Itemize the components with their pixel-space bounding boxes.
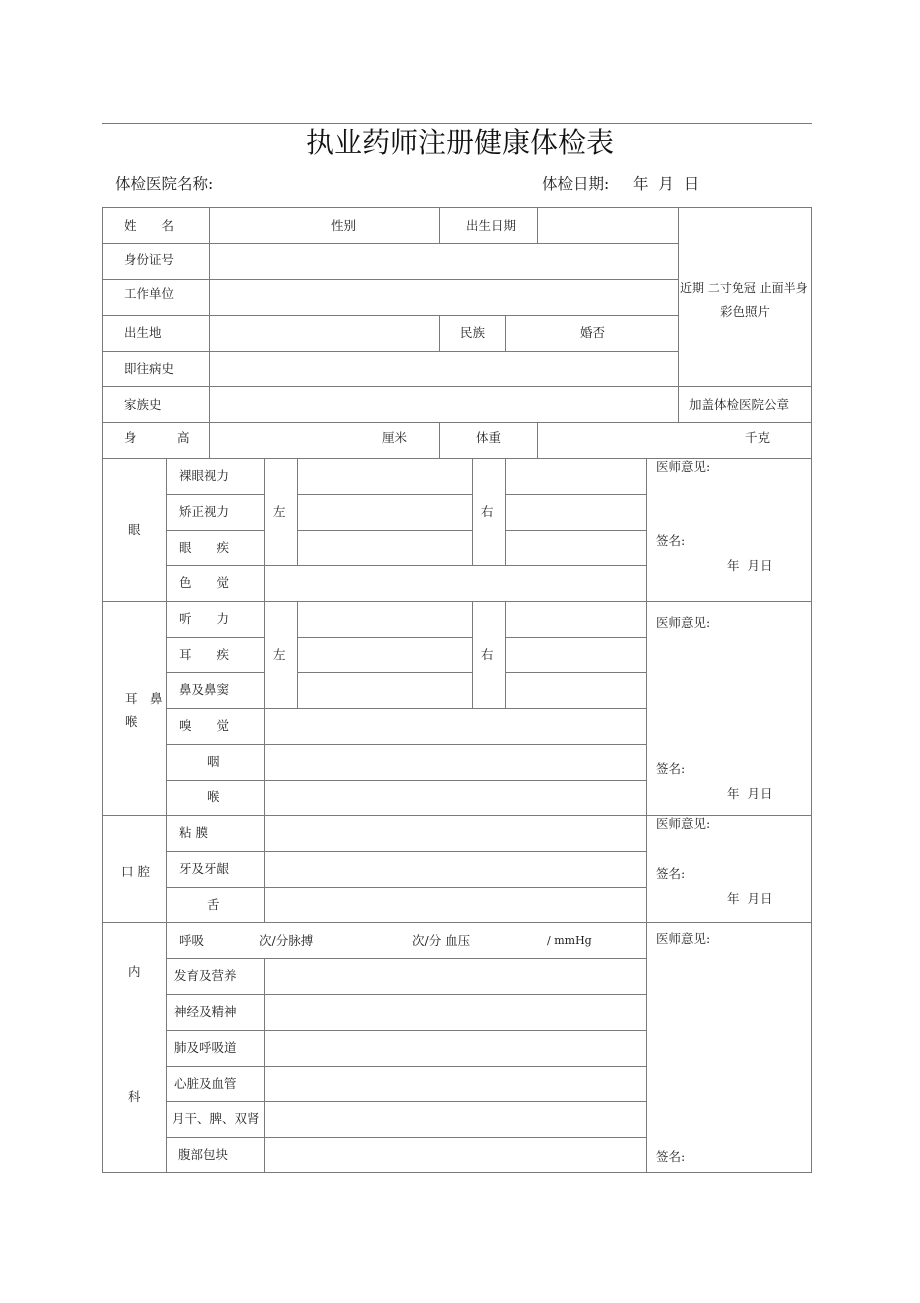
eye-item: 色 觉	[179, 575, 230, 590]
left-label: 左	[273, 504, 286, 519]
left-label: 左	[273, 647, 286, 662]
grid-line-h	[102, 351, 679, 352]
eye-item: 裸眼视力	[179, 468, 230, 483]
grid-line-h	[166, 1137, 647, 1138]
grid-line-h	[166, 744, 647, 745]
grid-line-h	[297, 637, 473, 638]
bp-label: 次/分 血压	[412, 933, 471, 948]
photo-instructions-2: 彩色照片	[720, 304, 771, 319]
grid-line-v	[505, 315, 506, 352]
grid-line-h	[166, 530, 265, 531]
height-label-a: 身	[124, 430, 137, 445]
gender-label: 性别	[331, 218, 357, 233]
grid-line-v	[264, 458, 265, 709]
grid-line-h	[166, 708, 647, 709]
birthplace-label: 出生地	[124, 325, 162, 340]
date-label: 年 月日	[727, 786, 773, 801]
internal-item: 神经及精神	[174, 1004, 237, 1019]
grid-line-h	[166, 1101, 647, 1102]
grid-line-v	[297, 601, 298, 709]
mouth-category: 口 腔	[121, 864, 150, 879]
birth-date-label: 出生日期	[466, 218, 517, 233]
stamp-label: 加盖体检医院公章	[689, 397, 790, 412]
grid-line-h	[102, 1172, 812, 1173]
eye-category: 眼	[128, 522, 141, 537]
grid-line-v	[678, 207, 679, 423]
height-label-b: 高	[177, 430, 190, 445]
family-history-label: 家族史	[124, 397, 162, 412]
pulse-label: 次/分脉搏	[259, 933, 314, 948]
ent-item: 听 力	[179, 611, 230, 626]
workplace-label: 工作单位	[124, 286, 175, 301]
grid-line-v	[537, 207, 538, 244]
grid-line-v	[472, 601, 473, 709]
grid-line-v	[209, 207, 210, 459]
signature-label: 签名:	[656, 761, 686, 776]
name-label: 姓 名	[124, 218, 175, 233]
grid-line-v	[264, 815, 265, 923]
date-label: 年 月日	[727, 558, 773, 573]
grid-line-h	[505, 494, 647, 495]
internal-category-2: 科	[128, 1089, 141, 1104]
grid-line-h	[102, 922, 812, 923]
grid-line-v	[537, 422, 538, 459]
weight-unit: 千克	[745, 430, 771, 445]
ent-item: 咽	[207, 754, 220, 769]
grid-line-h	[102, 279, 679, 280]
grid-line-h	[166, 1030, 647, 1031]
photo-instructions: 近期 二寸免冠 止面半身	[680, 281, 808, 295]
grid-line-v	[505, 458, 506, 566]
grid-line-v	[264, 958, 265, 1173]
ent-item: 耳 疾	[179, 647, 230, 662]
marital-label: 婚否	[580, 325, 606, 340]
grid-line-v	[297, 458, 298, 566]
ent-category-2: 喉	[125, 714, 138, 729]
opinion-label: 医师意见:	[656, 459, 711, 474]
opinion-label: 医师意见:	[656, 931, 711, 946]
grid-line-v	[264, 708, 265, 816]
signature-label: 签名:	[656, 866, 686, 881]
page-title: 执业药师注册健康体检表	[305, 126, 614, 159]
grid-line-h	[166, 994, 647, 995]
eye-item: 矫正视力	[179, 504, 230, 519]
ent-item: 鼻及鼻窦	[179, 682, 230, 697]
grid-line-h	[505, 637, 647, 638]
grid-line-h	[166, 1066, 647, 1067]
grid-line-v	[472, 458, 473, 566]
internal-item: 腹部包块	[178, 1147, 229, 1162]
ent-item: 嗅 觉	[179, 718, 230, 733]
grid-line-v	[102, 207, 103, 1173]
grid-line-v	[439, 315, 440, 352]
grid-line-v	[166, 458, 167, 1173]
internal-item: 心脏及血管	[174, 1076, 237, 1091]
hospital-label: 体检医院名称:	[115, 175, 214, 193]
mouth-item: 舌	[207, 897, 220, 912]
grid-line-h	[102, 243, 679, 244]
grid-line-v	[505, 601, 506, 709]
opinion-label: 医师意见:	[656, 615, 711, 630]
grid-line-h	[166, 565, 647, 566]
grid-line-h	[297, 494, 473, 495]
grid-line-v	[811, 207, 812, 1173]
exam-date-label: 体检日期:	[542, 175, 610, 193]
grid-line-h	[505, 672, 647, 673]
internal-item: 月干、脾、双肾	[172, 1111, 260, 1126]
ent-category: 耳 鼻	[125, 691, 163, 706]
date-label: 年 月日	[727, 891, 773, 906]
respiration-label: 呼吸	[179, 933, 205, 948]
signature-label: 签名:	[656, 1149, 686, 1164]
grid-line-v	[439, 207, 440, 244]
grid-line-h	[166, 780, 647, 781]
bp-unit: / mmHg	[547, 934, 592, 947]
exam-date-value: 年 月 日	[633, 175, 700, 193]
grid-line-h	[297, 530, 473, 531]
internal-item: 肺及呼吸道	[174, 1040, 237, 1055]
grid-line-h	[166, 851, 647, 852]
right-label: 右	[481, 504, 494, 519]
grid-line-h	[297, 672, 473, 673]
internal-item: 发育及营养	[174, 968, 237, 983]
internal-category: 内	[128, 964, 141, 979]
grid-line-h	[166, 494, 265, 495]
opinion-label: 医师意见:	[656, 816, 711, 831]
ent-item: 喉	[207, 789, 220, 804]
mouth-item: 粘 膜	[179, 825, 208, 840]
grid-line-h	[102, 601, 812, 602]
height-unit: 厘米	[382, 430, 408, 445]
id-number-label: 身份证号	[124, 252, 175, 267]
right-label: 右	[481, 647, 494, 662]
grid-line-h	[166, 637, 265, 638]
ethnicity-label: 民族	[460, 325, 486, 340]
medical-history-label: 即往病史	[124, 361, 175, 376]
signature-label: 签名:	[656, 533, 686, 548]
grid-line-h	[166, 958, 647, 959]
eye-item: 眼 疾	[179, 540, 230, 555]
grid-line-h	[505, 530, 647, 531]
grid-line-h	[166, 887, 647, 888]
grid-line-v	[646, 458, 647, 1173]
weight-label: 体重	[476, 430, 502, 445]
mouth-item: 牙及牙龈	[179, 861, 230, 876]
grid-line-v	[439, 422, 440, 459]
grid-line-h	[166, 672, 265, 673]
grid-line-h	[102, 315, 679, 316]
